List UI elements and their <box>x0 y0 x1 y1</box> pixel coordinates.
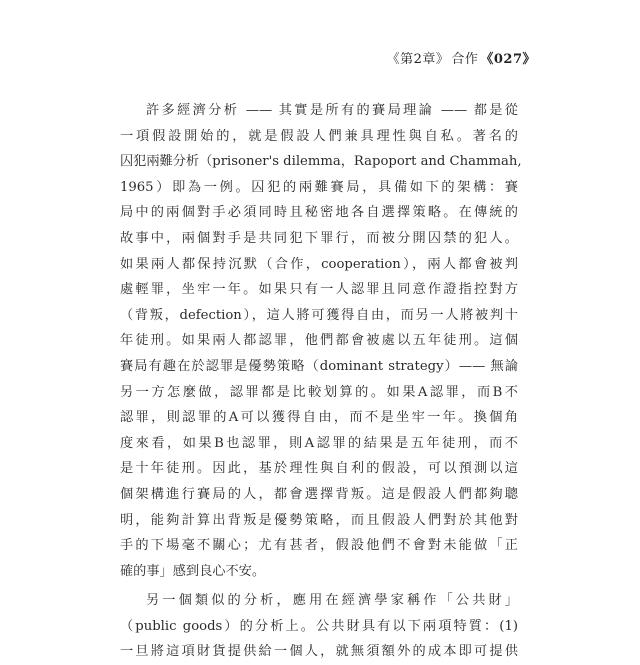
text-line: 一項假設開始的，就是假設人們兼具理性與自私。著名的 <box>120 128 518 144</box>
text-line: （public goods）的分析上。公共財具有以下兩項特質：(1) <box>120 618 518 634</box>
text-line: 處輕罪，坐牢一年。如果只有一人認罪且同意作證指控對方 <box>120 282 518 298</box>
text-line: 手的下場毫不關心；尤有甚者，假設他們不會對未能做「正 <box>120 538 518 554</box>
text-line: 1965）即為一例。囚犯的兩難賽局，具備如下的架構：賽 <box>120 179 518 195</box>
text-line: 另一方怎麼做，認罪都是比較划算的。如果A認罪，而B不 <box>120 384 518 400</box>
chapter-label: 《第2章》 <box>386 52 450 67</box>
text-line: 一旦將這項財貨提供給一個人，就無須額外的成本即可提供 <box>120 644 518 660</box>
text-line: 許多經濟分析 —— 其實是所有的賽局理論 —— 都是從 <box>146 103 518 118</box>
page-number: 《027》 <box>480 52 536 67</box>
running-header <box>387 48 536 67</box>
text-line: 局中的兩個對手必須同時且秘密地各自選擇策略。在傳統的 <box>120 205 518 221</box>
text-line: 囚犯兩難分析（prisoner's dilemma，Rapoport and Chammah, <box>120 154 522 170</box>
text-line: 賽局有趣在於認罪是優勢策略（dominant strategy）—— 無論 <box>120 358 518 374</box>
paragraph <box>120 98 522 584</box>
text-line: （背叛，defection），這人將可獲得自由，而另一人將被判十 <box>120 307 518 323</box>
text-line: 個架構進行賽局的人，都會選擇背叛。這是假設人們都夠聰 <box>120 486 518 502</box>
text-line: 年徒刑。如果兩人都認罪，他們都會被處以五年徒刑。這個 <box>120 333 518 349</box>
text-line: 明，能夠計算出背叛是優勢策略，而且假設人們對於其他對 <box>120 512 518 528</box>
body-text <box>120 98 522 665</box>
text-line: 如果兩人都保持沉默（合作，cooperation），兩人都會被判 <box>120 256 518 272</box>
text-line: 另一個類似的分析，應用在經濟學家稱作「公共財」 <box>146 593 518 609</box>
text-line: 度來看，如果B也認罪，則A認罪的結果是五年徒刑，而不 <box>120 435 518 451</box>
text-line: 是十年徒刑。因此，基於理性與自利的假設，可以預測以這 <box>120 461 518 477</box>
paragraph <box>120 588 518 665</box>
text-line: 認罪，則認罪的A可以獲得自由，而不是坐牢一年。換個角 <box>120 410 518 426</box>
section-label: 合作 <box>451 52 479 67</box>
text-line: 故事中，兩個對手是共同犯下罪行，而被分開囚禁的犯人。 <box>120 230 518 246</box>
text-line: 確的事」感到良心不安。 <box>120 563 266 579</box>
